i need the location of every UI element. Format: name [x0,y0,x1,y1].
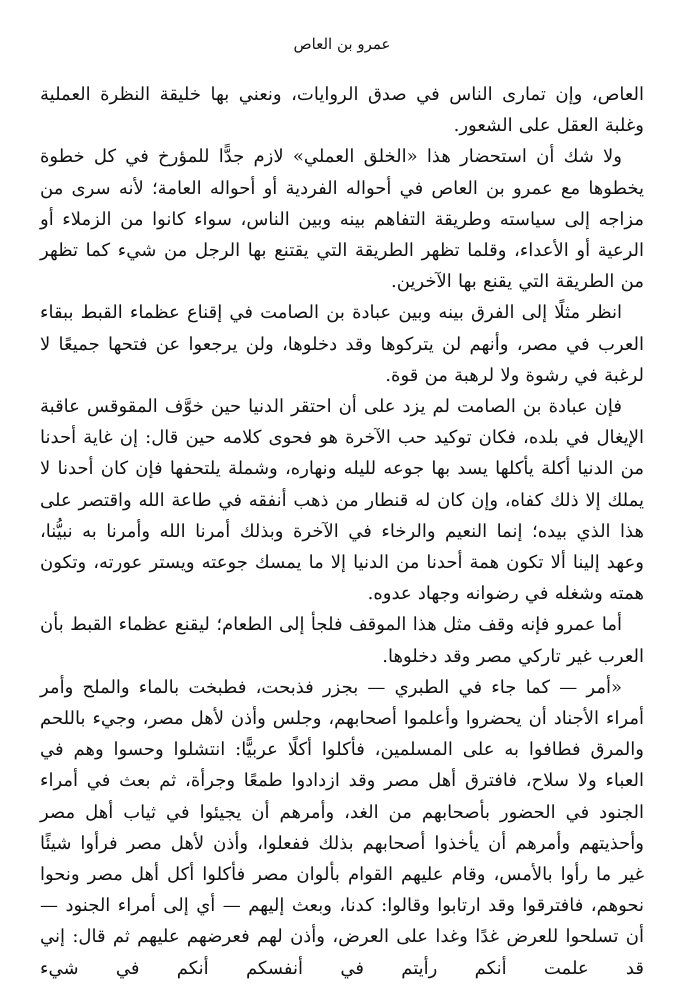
paragraph: انظر مثلًا إلى الفرق بينه وبين عبادة بن الصامت في إقناع عظماء القبط ببقاء العرب في مصر، وأنهم لن يتركوها وقد دخلوها، ولن يرجعوا عن فتحها جميعًا لا لرغبة في رشوة ولا لرهبة من قوة. [40,302,644,386]
paragraph: ولا شك أن استحضار هذا «الخلق العملي» لازم جدًّا للمؤرخ في كل خطوة يخطوها مع عمرو بن العاص في أحواله الفردية أو أحواله العامة؛ لأنه سرى من مزاجه إلى سياسته وطريقة التفاهم بينه وبين الناس، سواء كانوا من الزملاء أو الرعية أو الأعداء، وقلما تظهر الطريقة التي يقتنع بها الرجل من شيء كما تظهر من الطريقة التي يقنع بها الآخرين. [40,146,644,293]
paragraph: فإن عبادة بن الصامت لم يزد على أن احتقر الدنيا حين خوَّف المقوقس عاقبة الإيغال في بلده، فكان توكيد حب الآخرة هو فحوى كلامه حين قال: إن غاية أحدنا من الدنيا أكلة يأكلها يسد بها جوعه لليله ونهاره، وشملة يلتحفها فإن كان أحدنا لا يملك إلا ذلك كفاه، وإن كان له قنطار من ذهب أنفقه في طاعة الله واقتصر على هذا الذي بيده؛ إنما النعيم والرخاء في الآخرة وبذلك أمرنا الله وأمرنا به نبيُّنا، وعهد إلينا ألا تكون همة أحدنا من الدنيا إلا ما يمسك جوعته ويستر عورته، وتكون همته وشغله في رضوانه وجهاد عدوه. [40,396,644,605]
paragraph: العاص، وإن تمارى الناس في صدق الروايات، ونعني بها خليقة النظرة العملية وغلبة العقل على الشعور. [40,84,644,137]
paragraph: أما عمرو فإنه وقف مثل هذا الموقف فلجأ إلى الطعام؛ ليقنع عظماء القبط بأن العرب غير تاركي مصر وقد دخلوها. [40,614,644,667]
paragraph: «أمر — كما جاء في الطبري — بجزر فذبحت، فطبخت بالماء والملح وأمر أمراء الأجناد أن يحضروا وأعلموا أصحابهم، وجلس وأذن لأهل مصر، وجيء باللحم والمرق فطافوا به على المسلمين، فأكلوا أكلًا عربيًّا: انتشلوا وحسوا وهم في العباء ولا سلاح، فافترق أهل مصر وقد ازدادوا طمعًا وجرأة، ثم بعث في أمراء الجنود في الحضور بأصحابهم من الغد، وأمرهم أن يجيئوا في ثياب أهل مصر وأحذيتهم وأمرهم أن يأخذوا أصحابهم بذلك ففعلوا، وأذن لأهل مصر فرأوا شيئًا غير ما رأوا بالأمس، وقام عليهم القوام بألوان مصر فأكلوا أكل أهل مصر ونحوا نحوهم، فافترقوا وقد ارتابوا وقالوا: كدنا، وبعث إليهم — أي إلى أمراء الجنود — أن تسلحوا للعرض غدًا وغدا على العرض، وأذن لهم فعرضهم عليهم ثم قال: إني قد علمت أنكم رأيتم في أنفسكم أنكم في شيء [40,676,644,979]
body-text [40,79,644,984]
running-header: عمرو بن العاص [293,35,391,53]
